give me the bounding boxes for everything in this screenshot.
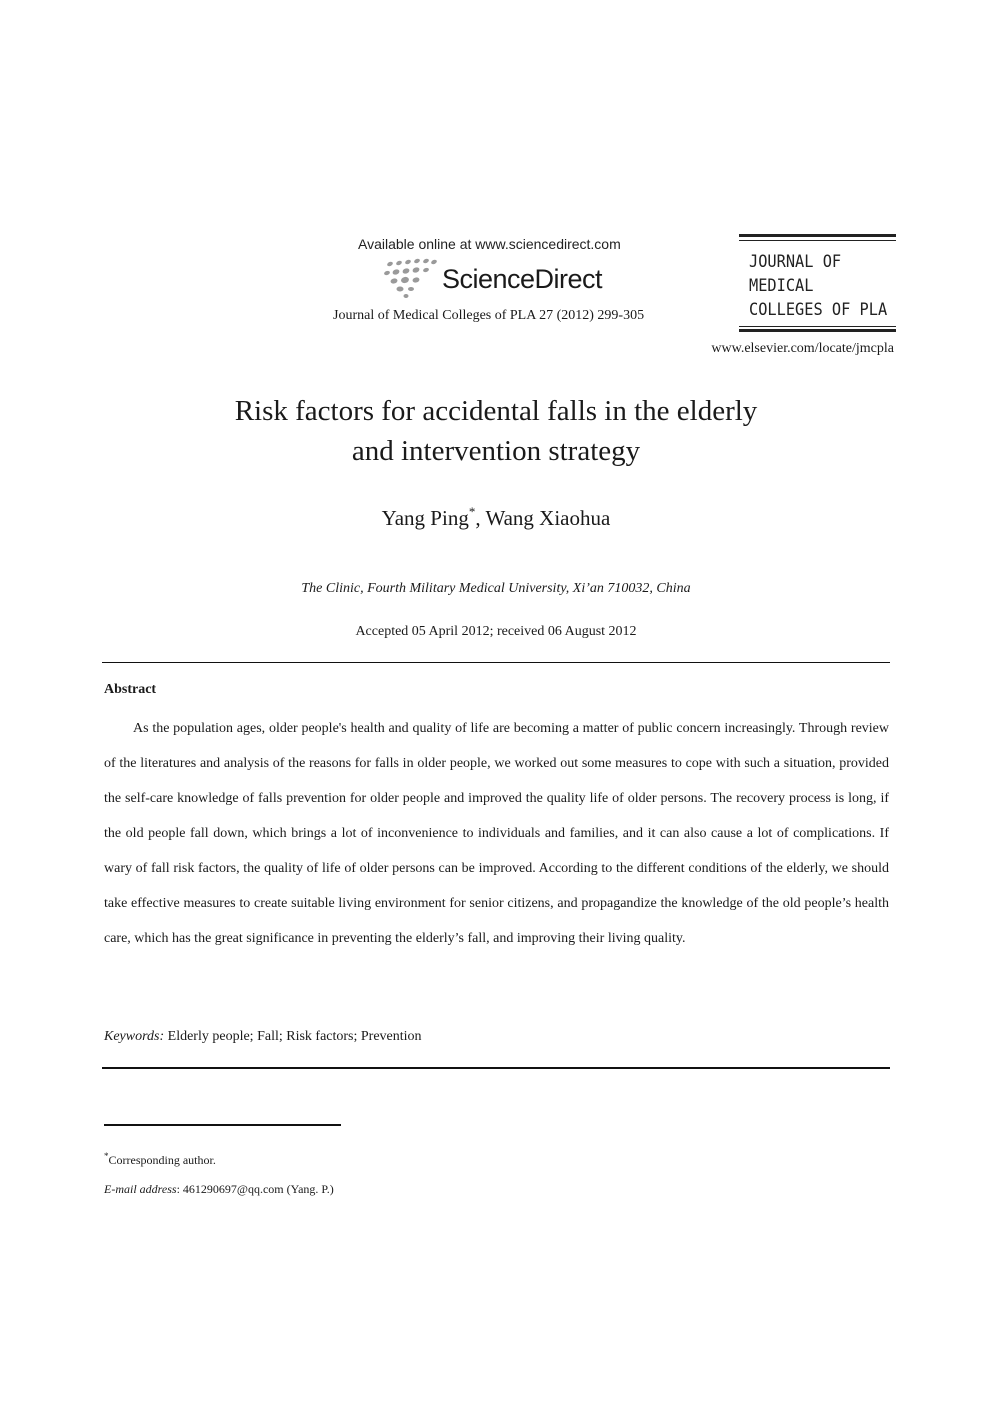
author-list [96,504,896,531]
sciencedirect-wordmark: ScienceDirect [442,264,603,294]
abstract-text: As the population ages, older people's health and quality of life are becoming a matter of public concern increasingly. Through review of the literatures and analysis of the reasons for falls in older people, we worked out some measures to cope with such a situation, provided the self-care knowledge of falls prevention for older people and improved the quality life of older persons. The recovery process is long, if the old people fall down, which brings a lot of inconvenience to individuals and families, and it can also cause a lot of complications. If wary of fall risk factors, the quality of life of older persons can be improved. According to the different conditions of the elderly, we should take effective measures to create suitable living environment for senior citizens, and propagandize the knowledge of the old people’s health care, which has the great significance in preventing the elderly’s fall, and improving their living quality. [104,721,889,946]
abstract-heading: Abstract [104,682,157,697]
title-line: Risk factors for accidental falls in the elderly [234,395,758,427]
keywords-values: Elderly people; Fall; Risk factors; Prevention [164,1029,422,1044]
author-affiliation: The Clinic, Fourth Military Medical University, Xi’an 710032, China [301,581,691,596]
journal-rule-top-thin [739,240,896,241]
author-separator: , [475,506,486,530]
email-note [104,1182,334,1197]
sciencedirect-logo [382,258,622,300]
title-line: and intervention strategy [351,435,641,467]
journal-name [749,250,888,322]
keywords-label: Keywords: [104,1029,165,1044]
corresponding-author-mark: * [468,504,476,519]
journal-rule-bottom-thick [739,329,896,332]
article-title [96,391,896,471]
author-name: Yang Ping [381,506,469,530]
journal-rule-bottom-thin [739,326,896,327]
article-dates: Accepted 05 April 2012; received 06 August 2012 [355,624,637,639]
section-divider [102,662,890,663]
journal-name-line: MEDICAL [749,276,814,296]
journal-name-line: JOURNAL OF [749,252,842,272]
keywords-line [104,1029,422,1045]
footnote-text: Corresponding author. [108,1153,216,1167]
section-divider [102,1067,890,1069]
footnote-mark: * [104,1151,109,1161]
footnote-rule [104,1124,341,1126]
email-label: E-mail address [104,1182,177,1196]
available-online-text: Available online at www.sciencedirect.com [358,236,621,252]
author-name: Wang Xiaohua [485,506,611,530]
journal-url-link[interactable]: www.elsevier.com/locate/jmcpla [711,341,894,356]
email-address[interactable]: : 461290697@qq.com (Yang. P.) [176,1182,334,1196]
sciencedirect-dots-icon [382,258,442,300]
journal-rule-top-thick [739,234,896,237]
journal-name-line: COLLEGES OF PLA [749,300,888,320]
corresponding-author-note [104,1151,216,1168]
journal-citation: Journal of Medical Colleges of PLA 27 (2012) 299-305 [333,308,645,323]
